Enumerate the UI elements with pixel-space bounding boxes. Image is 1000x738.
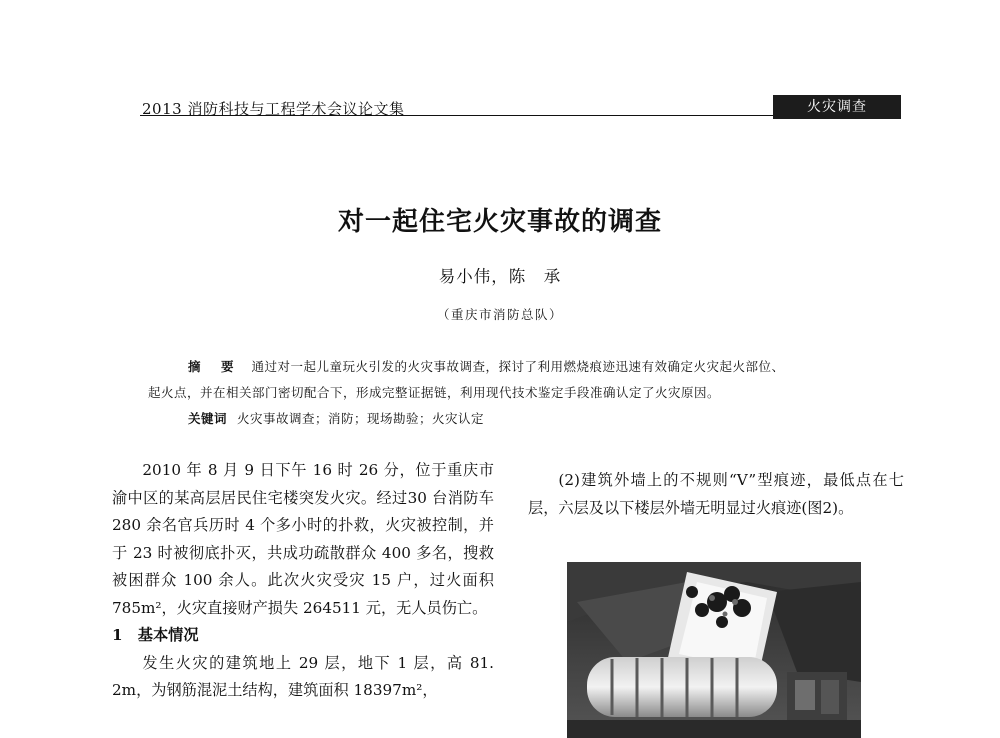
article-authors: 易小伟，陈 承 xyxy=(438,267,562,286)
left-column xyxy=(112,457,494,705)
abstract-text-1: 通过对一起儿童玩火引发的火灾事故调查，探讨了利用燃烧痕迹迅速有效确定火灾起火部位、 xyxy=(251,359,785,374)
building-fire-photo-icon xyxy=(567,562,861,738)
article-affiliation: （重庆市消防总队） xyxy=(436,307,563,322)
keywords-label: 关键词 xyxy=(188,411,228,426)
article-title: 对一起住宅火灾事故的调查 xyxy=(337,207,662,237)
section-heading-basic-info: 1 基本情况 xyxy=(112,626,199,644)
header-rule xyxy=(140,115,780,116)
figure-2-photo xyxy=(567,562,861,738)
abstract-line-1 xyxy=(148,354,868,380)
series-title: 2013 消防科技与工程学术会议论文集 xyxy=(142,100,405,118)
intro-paragraph: 2010 年 8 月 9 日下午 16 时 26 分，位于重庆市渝中区的某高层居民住宅楼突发火灾。经过30 台消防车 280 余名官兵历时 4 个多小时的扑救，火灾被控制，并于 23 时被彻底扑灭，共成功疏散群众 400 多名，搜救被困群众 100 余人。此次火灾受灾 15 户，过火面积 785m²，火灾直接财产损失 264511 元，无人员伤亡。 xyxy=(112,461,494,617)
v-pattern-paragraph: (2)建筑外墙上的不规则“V”型痕迹，最低点在七层，六层及以下楼层外墙无明显过火痕迹(图2)。 xyxy=(528,471,904,517)
right-column xyxy=(528,467,904,522)
abstract-label: 摘 要 xyxy=(188,359,238,374)
abstract-text-2: 起火点，并在相关部门密切配合下，形成完整证据链，利用现代技术鉴定手段准确认定了火灾原因。 xyxy=(148,385,721,400)
section-label: 火灾调查 xyxy=(773,95,901,119)
keywords-line xyxy=(148,406,868,432)
keywords-text: 火灾事故调查；消防；现场勘验；火灾认定 xyxy=(237,411,485,426)
section-paragraph-basic-info: 发生火灾的建筑地上 29 层，地下 1 层，高 81. 2m，为钢筋混泥土结构，建筑面积 18397m²， xyxy=(112,653,494,699)
abstract-block xyxy=(148,354,868,432)
